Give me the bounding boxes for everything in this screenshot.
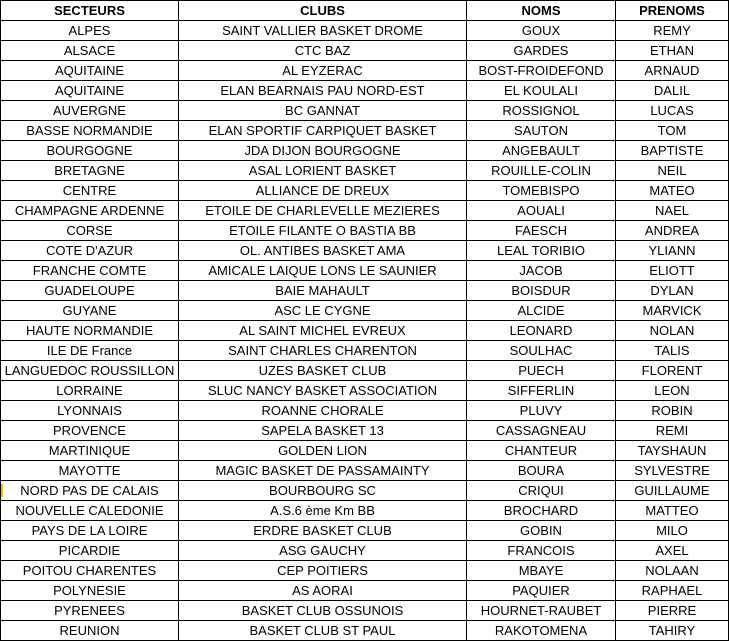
prenom-cell[interactable]: AXEL xyxy=(616,541,729,561)
secteur-cell[interactable] xyxy=(1,241,179,261)
nom-cell[interactable]: ANGEBAULT xyxy=(467,141,616,161)
club-cell[interactable]: ASC LE CYGNE xyxy=(179,301,467,321)
secteur-cell[interactable] xyxy=(1,261,179,281)
nom-cell[interactable]: ROUILLE-COLIN xyxy=(467,161,616,181)
secteur-cell[interactable] xyxy=(1,461,179,481)
secteur-cell[interactable] xyxy=(1,601,179,621)
table-row xyxy=(1,321,729,341)
secteur-cell[interactable] xyxy=(1,541,179,561)
table-row xyxy=(1,621,729,641)
table-row xyxy=(1,181,729,201)
nom-cell[interactable]: BOST-FROIDEFOND xyxy=(467,61,616,81)
table-row xyxy=(1,241,729,261)
nom-cell[interactable]: GARDES xyxy=(467,41,616,61)
nom-cell[interactable]: GOUX xyxy=(467,21,616,41)
club-cell[interactable]: GOLDEN LION xyxy=(179,441,467,461)
secteur-label: COTE D'AZUR xyxy=(46,242,133,258)
secteur-label: NOUVELLE CALEDONIE xyxy=(15,502,164,518)
secteur-label: AQUITAINE xyxy=(54,82,125,98)
prenom-cell[interactable]: NEIL xyxy=(616,161,729,181)
table-row xyxy=(1,221,729,241)
prenom-cell[interactable]: NOLAN xyxy=(616,321,729,341)
nom-cell[interactable]: FRANCOIS xyxy=(467,541,616,561)
secteur-label: ALPES xyxy=(68,22,111,38)
club-cell[interactable]: BASKET CLUB ST PAUL xyxy=(179,621,467,641)
table-row xyxy=(1,41,729,61)
nom-cell[interactable]: CASSAGNEAU xyxy=(467,421,616,441)
secteur-cell[interactable] xyxy=(1,381,179,401)
secteur-label: HAUTE NORMANDIE xyxy=(25,322,154,338)
table-row xyxy=(1,381,729,401)
secteur-label: REUNION xyxy=(59,622,120,638)
nom-cell[interactable]: PLUVY xyxy=(467,401,616,421)
secteur-label: MARTINIQUE xyxy=(48,442,131,458)
club-cell[interactable]: ELAN SPORTIF CARPIQUET BASKET xyxy=(179,121,467,141)
prenom-cell[interactable]: SYLVESTRE xyxy=(616,461,729,481)
secteur-cell[interactable] xyxy=(1,181,179,201)
table-row xyxy=(1,541,729,561)
nom-cell[interactable]: RAKOTOMENA xyxy=(467,621,616,641)
prenom-cell[interactable]: MARVICK xyxy=(616,301,729,321)
secteur-cell[interactable] xyxy=(1,501,179,521)
secteur-label: NORD PAS DE CALAIS xyxy=(20,482,159,498)
table-row xyxy=(1,301,729,321)
secteur-cell[interactable] xyxy=(1,41,179,61)
prenom-cell[interactable]: MILO xyxy=(616,521,729,541)
club-cell[interactable]: ASAL LORIENT BASKET xyxy=(179,161,467,181)
header-noms[interactable]: NOMS xyxy=(467,1,616,21)
nom-cell[interactable]: CRIQUI xyxy=(467,481,616,501)
secteur-label: ALSACE xyxy=(63,42,116,58)
nom-cell[interactable]: BOISDUR xyxy=(467,281,616,301)
table-row xyxy=(1,441,729,461)
secteur-cell[interactable] xyxy=(1,361,179,381)
prenom-cell[interactable]: ELIOTT xyxy=(616,261,729,281)
secteur-cell[interactable] xyxy=(1,81,179,101)
nom-cell[interactable]: SAUTON xyxy=(467,121,616,141)
secteur-cell[interactable] xyxy=(1,101,179,121)
club-cell[interactable]: BC GANNAT xyxy=(179,101,467,121)
secteur-cell[interactable] xyxy=(1,561,179,581)
club-cell[interactable]: UZES BASKET CLUB xyxy=(179,361,467,381)
table-row xyxy=(1,261,729,281)
club-cell[interactable]: CEP POITIERS xyxy=(179,561,467,581)
secteur-label: CENTRE xyxy=(62,182,117,198)
table-row xyxy=(1,401,729,421)
prenom-cell[interactable]: LUCAS xyxy=(616,101,729,121)
nom-cell[interactable]: JACOB xyxy=(467,261,616,281)
header-row xyxy=(1,1,729,21)
nom-cell[interactable]: LEAL TORIBIO xyxy=(467,241,616,261)
nom-cell[interactable]: AOUALI xyxy=(467,201,616,221)
nom-cell[interactable]: GOBIN xyxy=(467,521,616,541)
secteur-label: CHAMPAGNE ARDENNE xyxy=(14,202,165,218)
secteur-cell[interactable] xyxy=(1,401,179,421)
secteur-cell[interactable] xyxy=(1,481,179,501)
header-prenoms[interactable]: PRENOMS xyxy=(616,1,729,21)
table-row xyxy=(1,581,729,601)
secteur-label: CORSE xyxy=(66,222,113,238)
secteur-label: LANGUEDOC ROUSSILLON xyxy=(4,362,175,378)
secteur-label: LORRAINE xyxy=(56,382,123,398)
club-cell[interactable]: CTC BAZ xyxy=(179,41,467,61)
nom-cell[interactable]: HOURNET-RAUBET xyxy=(467,601,616,621)
table-body xyxy=(1,21,729,641)
club-cell[interactable]: BOURBOURG SC xyxy=(179,481,467,501)
prenom-cell[interactable]: NAEL xyxy=(616,201,729,221)
prenom-cell[interactable]: TAHIRY xyxy=(616,621,729,641)
prenom-cell[interactable]: ROBIN xyxy=(616,401,729,421)
club-cell[interactable]: ETOILE FILANTE O BASTIA BB xyxy=(179,221,467,241)
table-row xyxy=(1,601,729,621)
secteur-cell[interactable] xyxy=(1,301,179,321)
table-row xyxy=(1,101,729,121)
secteur-label: PYRENEES xyxy=(54,602,125,618)
secteur-label: ILE DE France xyxy=(46,342,133,358)
club-cell[interactable]: BASKET CLUB OSSUNOIS xyxy=(179,601,467,621)
table-row xyxy=(1,281,729,301)
table-row xyxy=(1,21,729,41)
table-row xyxy=(1,461,729,481)
nom-cell[interactable]: SOULHAC xyxy=(467,341,616,361)
prenom-cell[interactable]: ETHAN xyxy=(616,41,729,61)
secteur-label: PAYS DE LA LOIRE xyxy=(31,522,148,538)
row-marker xyxy=(1,484,3,497)
prenom-cell[interactable]: BAPTISTE xyxy=(616,141,729,161)
nom-cell[interactable]: EL KOULALI xyxy=(467,81,616,101)
prenom-cell[interactable]: DYLAN xyxy=(616,281,729,301)
secteur-cell[interactable] xyxy=(1,421,179,441)
secteur-label: BASSE NORMANDIE xyxy=(26,122,153,138)
secteur-cell[interactable] xyxy=(1,161,179,181)
nom-cell[interactable]: CHANTEUR xyxy=(467,441,616,461)
club-cell[interactable]: AL SAINT MICHEL EVREUX xyxy=(179,321,467,341)
prenom-cell[interactable]: REMI xyxy=(616,421,729,441)
secteur-cell[interactable] xyxy=(1,21,179,41)
prenom-cell[interactable]: FLORENT xyxy=(616,361,729,381)
club-cell[interactable]: A.S.6 ème Km BB xyxy=(179,501,467,521)
secteur-label: POLYNESIE xyxy=(53,582,126,598)
club-cell[interactable]: ELAN BEARNAIS PAU NORD-EST xyxy=(179,81,467,101)
prenom-cell[interactable]: NOLAAN xyxy=(616,561,729,581)
club-cell[interactable]: ALLIANCE DE DREUX xyxy=(179,181,467,201)
secteur-cell[interactable] xyxy=(1,201,179,221)
prenom-cell[interactable]: DALIL xyxy=(616,81,729,101)
secteur-label: AQUITAINE xyxy=(54,62,125,78)
header-secteurs[interactable]: SECTEURS xyxy=(1,1,179,21)
secteur-cell[interactable] xyxy=(1,141,179,161)
table-row xyxy=(1,561,729,581)
club-cell[interactable]: OL. ANTIBES BASKET AMA xyxy=(179,241,467,261)
prenom-cell[interactable]: ARNAUD xyxy=(616,61,729,81)
club-cell[interactable]: ROANNE CHORALE xyxy=(179,401,467,421)
table-row xyxy=(1,361,729,381)
nom-cell[interactable]: MBAYE xyxy=(467,561,616,581)
nom-cell[interactable]: TOMEBISPO xyxy=(467,181,616,201)
prenom-cell[interactable]: LEON xyxy=(616,381,729,401)
secteur-label: GUYANE xyxy=(62,302,117,318)
prenom-cell[interactable]: ANDREA xyxy=(616,221,729,241)
secteur-label: MAYOTTE xyxy=(58,462,121,478)
table-row xyxy=(1,121,729,141)
nom-cell[interactable]: ALCIDE xyxy=(467,301,616,321)
secteur-cell[interactable] xyxy=(1,621,179,641)
club-cell[interactable]: BAIE MAHAULT xyxy=(179,281,467,301)
club-cell[interactable]: AS AORAI xyxy=(179,581,467,601)
nom-cell[interactable]: BROCHARD xyxy=(467,501,616,521)
club-cell[interactable]: SAINT CHARLES CHARENTON xyxy=(179,341,467,361)
nom-cell[interactable]: PAQUIER xyxy=(467,581,616,601)
nom-cell[interactable]: FAESCH xyxy=(467,221,616,241)
prenom-cell[interactable]: RAPHAEL xyxy=(616,581,729,601)
club-cell[interactable]: MAGIC BASKET DE PASSAMAINTY xyxy=(179,461,467,481)
club-cell[interactable]: ASG GAUCHY xyxy=(179,541,467,561)
table-row xyxy=(1,141,729,161)
club-cell[interactable]: JDA DIJON BOURGOGNE xyxy=(179,141,467,161)
table-row xyxy=(1,501,729,521)
club-cell[interactable]: AL EYZERAC xyxy=(179,61,467,81)
nom-cell[interactable]: SIFFERLIN xyxy=(467,381,616,401)
prenom-cell[interactable]: TAYSHAUN xyxy=(616,441,729,461)
table-row xyxy=(1,61,729,81)
secteur-cell[interactable] xyxy=(1,581,179,601)
secteur-label: POITOU CHARENTES xyxy=(22,562,157,578)
secteur-cell[interactable] xyxy=(1,281,179,301)
table-row xyxy=(1,481,729,501)
club-cell[interactable]: ERDRE BASKET CLUB xyxy=(179,521,467,541)
secteur-label: BOURGOGNE xyxy=(46,142,133,158)
table-row xyxy=(1,421,729,441)
nom-cell[interactable]: BOURA xyxy=(467,461,616,481)
secteur-label: BRETAGNE xyxy=(54,162,125,178)
secteur-cell[interactable] xyxy=(1,121,179,141)
secteur-cell[interactable] xyxy=(1,521,179,541)
secteur-cell[interactable] xyxy=(1,321,179,341)
secteur-label: AUVERGNE xyxy=(53,102,126,118)
club-cell[interactable]: SAINT VALLIER BASKET DROME xyxy=(179,21,467,41)
secteur-label: PICARDIE xyxy=(58,542,121,558)
prenom-cell[interactable]: REMY xyxy=(616,21,729,41)
prenom-cell[interactable]: MATEO xyxy=(616,181,729,201)
prenom-cell[interactable]: MATTEO xyxy=(616,501,729,521)
club-cell[interactable]: AMICALE LAIQUE LONS LE SAUNIER xyxy=(179,261,467,281)
club-cell[interactable]: ETOILE DE CHARLEVELLE MEZIERES xyxy=(179,201,467,221)
table-row xyxy=(1,521,729,541)
prenom-cell[interactable]: GUILLAUME xyxy=(616,481,729,501)
secteur-cell[interactable] xyxy=(1,221,179,241)
secteur-cell[interactable] xyxy=(1,61,179,81)
club-cell[interactable]: SAPELA BASKET 13 xyxy=(179,421,467,441)
table-row xyxy=(1,341,729,361)
header-clubs[interactable]: CLUBS xyxy=(179,1,467,21)
prenom-cell[interactable]: YLIANN xyxy=(616,241,729,261)
secteur-label: PROVENCE xyxy=(53,422,126,438)
secteur-cell[interactable] xyxy=(1,441,179,461)
table-row xyxy=(1,201,729,221)
secteur-cell[interactable] xyxy=(1,341,179,361)
nom-cell[interactable]: LEONARD xyxy=(467,321,616,341)
secteur-label: LYONNAIS xyxy=(57,402,122,418)
prenom-cell[interactable]: TOM xyxy=(616,121,729,141)
nom-cell[interactable]: ROSSIGNOL xyxy=(467,101,616,121)
secteur-label: GUADELOUPE xyxy=(44,282,135,298)
secteur-label: FRANCHE COMTE xyxy=(32,262,147,278)
table-row xyxy=(1,81,729,101)
club-cell[interactable]: SLUC NANCY BASKET ASSOCIATION xyxy=(179,381,467,401)
prenom-cell[interactable]: PIERRE xyxy=(616,601,729,621)
table-row xyxy=(1,161,729,181)
prenom-cell[interactable]: TALIS xyxy=(616,341,729,361)
nom-cell[interactable]: PUECH xyxy=(467,361,616,381)
